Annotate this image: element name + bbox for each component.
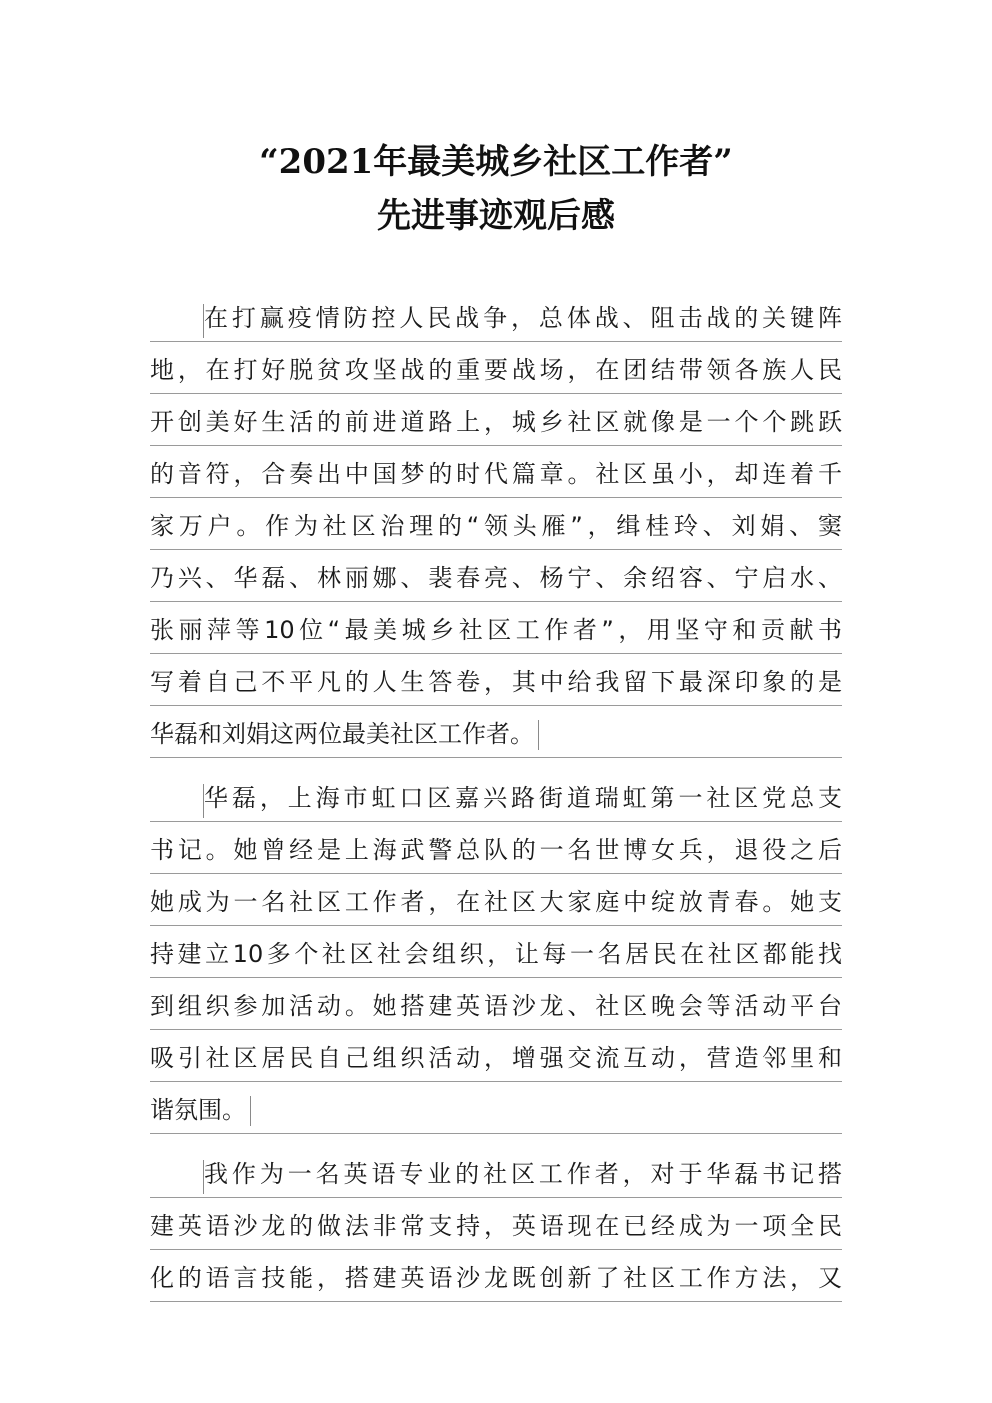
text-line: 写着自己不平凡的人生答卷，其中给我留下最深印象的是 [150,654,842,706]
document-body [150,290,842,1302]
text-line-last [150,1082,842,1134]
text-line: 的音符，合奏出中国梦的时代篇章。社区虽小，却连着千 [150,446,842,498]
paragraph-end-mark [250,1096,251,1126]
text-line: 在打赢疫情防控人民战争，总体战、阻击战的关键阵 [150,290,842,342]
text-line: 她成为一名社区工作者，在社区大家庭中绽放青春。她支 [150,874,842,926]
text-line: 化的语言技能，搭建英语沙龙既创新了社区工作方法，又 [150,1250,842,1302]
paragraph-3 [150,1146,842,1302]
paragraph-gap [150,758,842,770]
paragraph-end-mark [538,720,539,750]
paragraph-1 [150,290,842,758]
text-line: 家万户。作为社区治理的“领头雁”，缉桂玲、刘娟、窦 [150,498,842,550]
paragraph-gap [150,1134,842,1146]
text-line: 地，在打好脱贫攻坚战的重要战场，在团结带领各族人民 [150,342,842,394]
text-line: 我作为一名英语专业的社区工作者，对于华磊书记搭 [150,1146,842,1198]
document-subtitle: 先进事迹观后感 [377,196,615,236]
text-line: 张丽萍等10位“最美城乡社区工作者”，用坚守和贡献书 [150,602,842,654]
text-line: 乃兴、华磊、林丽娜、裴春亮、杨宁、余绍容、宁启水、 [150,550,842,602]
text-line: 到组织参加活动。她搭建英语沙龙、社区晚会等活动平台 [150,978,842,1030]
text-line: 建英语沙龙的做法非常支持，英语现在已经成为一项全民 [150,1198,842,1250]
text-line: 吸引社区居民自己组织活动，增强交流互动，营造邻里和 [150,1030,842,1082]
paragraph-2 [150,770,842,1134]
text-line: 华磊，上海市虹口区嘉兴路街道瑞虹第一社区党总支 [150,770,842,822]
text-line: 开创美好生活的前进道路上，城乡社区就像是一个个跳跃 [150,394,842,446]
text-line: 持建立10多个社区社会组织，让每一名居民在社区都能找 [150,926,842,978]
text-line-content: 华磊和刘娟这两位最美社区工作者。 [150,720,534,748]
text-line-last [150,706,842,758]
text-line: 书记。她曾经是上海武警总队的一名世博女兵，退役之后 [150,822,842,874]
document-title: “2021年最美城乡社区工作者” [259,142,733,182]
text-line-content: 谐氛围。 [150,1096,246,1124]
